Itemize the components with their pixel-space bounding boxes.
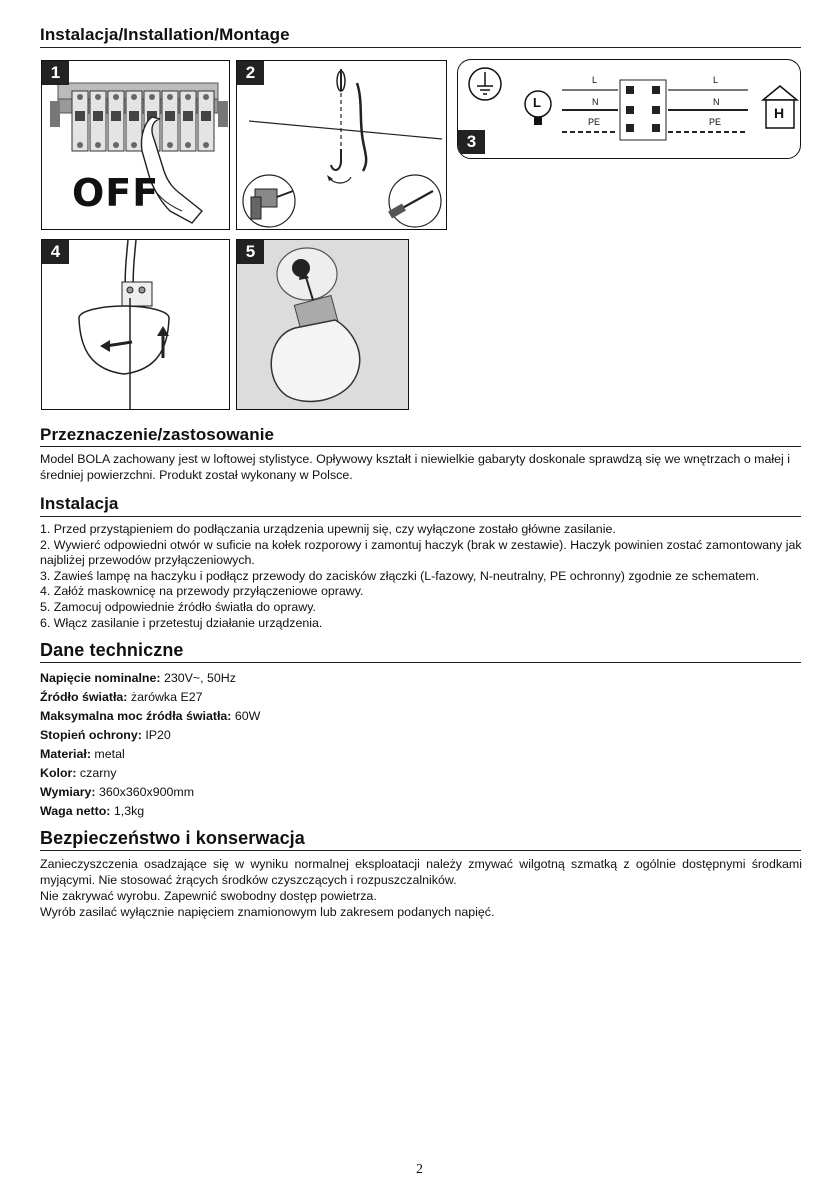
safety-heading: Bezpieczeństwo i konserwacja xyxy=(40,828,305,848)
step-1-panel xyxy=(41,60,230,230)
list-item: 3. Zawieś lampę na haczyku i podłącz przewody do zacisków złączki (L-fazowy, N-neutralny, PE ochronny) zgodnie ze schematem. xyxy=(40,568,760,583)
spec-row xyxy=(40,726,260,745)
step-2-panel xyxy=(236,60,447,230)
spec-row xyxy=(40,764,260,783)
step-3-panel xyxy=(457,59,801,159)
spec-label: Kolor: xyxy=(40,766,77,780)
install-heading: Instalacja xyxy=(40,494,119,513)
spec-label: Materiał: xyxy=(40,747,91,761)
wire-label-pe-left: PE xyxy=(588,117,601,127)
wire-label-l-right: L xyxy=(713,75,719,85)
spec-value: IP20 xyxy=(141,728,171,742)
installation-heading: Instalacja/Installation/Montage xyxy=(40,25,290,44)
spec-label: Stopień ochrony: xyxy=(40,728,142,742)
off-label: OFF xyxy=(72,171,160,215)
spec-label: Waga netto: xyxy=(40,804,111,818)
divider xyxy=(40,47,801,48)
list-item: 6. Włącz zasilanie i przetestuj działanie urządzenia. xyxy=(40,615,323,630)
spec-value: 360x360x900mm xyxy=(95,785,195,799)
step-number: 4 xyxy=(42,240,69,264)
step-number: 3 xyxy=(458,130,485,154)
divider xyxy=(40,446,801,447)
divider xyxy=(40,850,801,851)
step-5-panel xyxy=(236,239,409,410)
wiring-diagram xyxy=(458,60,801,159)
spec-value: żarówka E27 xyxy=(127,690,203,704)
spec-row xyxy=(40,745,260,764)
safety-text: Wyrób zasilać wyłącznie napięciem znamionowym lub zakresem podanych napięć. xyxy=(40,905,495,919)
spec-value: 1,3kg xyxy=(110,804,145,818)
wire-label-l-left: L xyxy=(592,75,598,85)
safety-text: Zanieczyszczenia osadzające się w wyniku normalnej eksploatacji należy zmywać wilgotną szmatką z ogólnie dostępnymi środkami myjącymi. Nie stosować żrących środków czyszczących i rozpuszczalników. xyxy=(40,857,802,887)
spec-value: 230V~, 50Hz xyxy=(160,671,236,685)
ceiling-hook-illustration xyxy=(237,61,447,230)
divider xyxy=(40,516,801,517)
spec-row xyxy=(40,802,260,821)
purpose-text: Model BOLA zachowany jest w loftowej stylistyce. Opływowy kształt i niewielkie gabaryty doskonale sprawdzą się we wnętrzach o małej i średniej powierzchni. Produkt został wykonany w Polsce. xyxy=(40,452,790,482)
spec-label: Źródło światła: xyxy=(40,690,128,704)
house-letter: H xyxy=(774,105,785,121)
spec-list xyxy=(40,669,260,821)
list-item: 2. Wywierć odpowiedni otwór w suficie na kołek rozporowy i zamontuj haczyk (brak w zestawie). Haczyk powinien zostać zamontowany jak najbliżej przewodów przyłączeniowych. xyxy=(40,537,802,568)
spec-value: czarny xyxy=(76,766,117,780)
spec-row xyxy=(40,688,260,707)
spec-row xyxy=(40,669,260,688)
spec-label: Maksymalna moc źródła światła: xyxy=(40,709,232,723)
technical-heading: Dane techniczne xyxy=(40,640,184,660)
wire-label-pe-right: PE xyxy=(709,117,722,127)
page-number: 2 xyxy=(416,1162,423,1177)
step-number: 5 xyxy=(237,240,264,264)
step-4-panel xyxy=(41,239,230,410)
safety-text: Nie zakrywać wyrobu. Zapewnić swobodny dostęp powietrza. xyxy=(40,889,377,903)
spec-label: Wymiary: xyxy=(40,785,96,799)
spec-value: metal xyxy=(90,747,125,761)
wire-label-n-right: N xyxy=(713,97,720,107)
spec-value: 60W xyxy=(231,709,261,723)
wire-label-n-left: N xyxy=(592,97,599,107)
spec-label: Napięcie nominalne: xyxy=(40,671,161,685)
divider xyxy=(40,662,801,663)
canopy-illustration xyxy=(42,240,230,410)
list-item: 4. Załóż maskownicę na przewody przyłączeniowe oprawy. xyxy=(40,584,364,599)
install-steps-list xyxy=(40,522,802,631)
spec-row xyxy=(40,783,260,802)
lamp-letter: L xyxy=(533,95,541,110)
list-item: 5. Zamocuj odpowiednie źródło światła do oprawy. xyxy=(40,599,316,614)
list-item: 1. Przed przystąpieniem do podłączania urządzenia upewnij się, czy wyłączone zostało główne zasilanie. xyxy=(40,522,616,536)
step-number: 2 xyxy=(237,61,264,85)
step-number: 1 xyxy=(42,61,69,85)
bulb-illustration xyxy=(237,240,409,410)
spec-row xyxy=(40,707,260,726)
purpose-heading: Przeznaczenie/zastosowanie xyxy=(40,425,275,444)
